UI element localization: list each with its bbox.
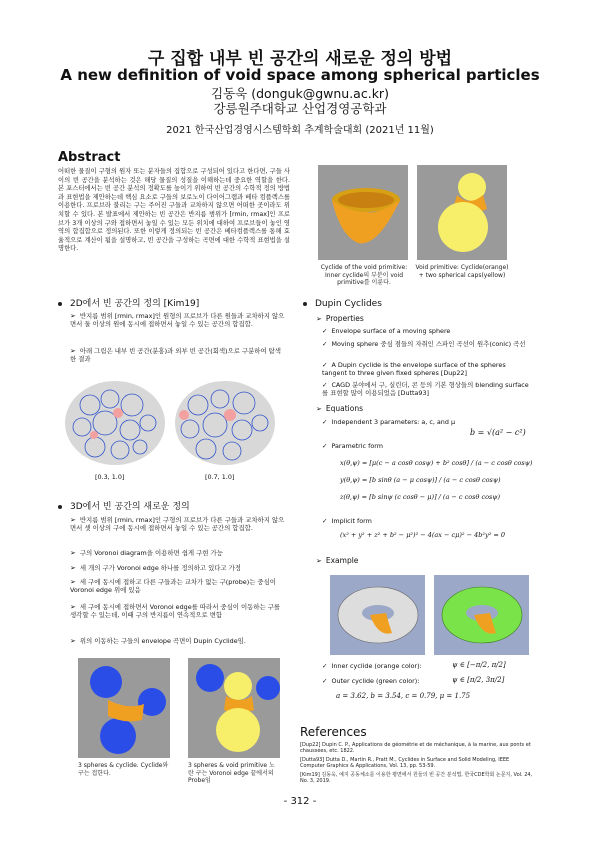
arrow-bullet-icon: ➢ — [70, 347, 76, 355]
arrow-bullet-icon: ➢ — [70, 603, 76, 611]
list-item: ✓ Implicit form — [322, 517, 372, 525]
void-primitive-figure — [417, 165, 507, 260]
example-heading: ➢ Example — [316, 556, 359, 565]
outer-cyclide-figure — [434, 575, 529, 655]
arrow-bullet-icon: ➢ — [316, 405, 322, 413]
check-icon: ✓ — [322, 517, 328, 525]
section-3d-heading: 3D에서 빈 공간의 새로운 정의 — [58, 499, 190, 512]
check-icon: ✓ — [322, 677, 328, 685]
page-number: - 312 - — [283, 796, 317, 807]
arrow-bullet-icon: ➢ — [70, 637, 76, 645]
void-primitive-shape-icon — [417, 165, 507, 260]
arrow-bullet-icon: ➢ — [70, 578, 76, 586]
outer-cyclide-row: ✓ Outer cyclide (green color): — [322, 677, 420, 685]
equation-b: b = √(a² − c²) — [470, 428, 526, 437]
arrow-bullet-icon: ➢ — [316, 557, 322, 565]
inner-cyclide-row: ✓ Inner cyclide (orange color): — [322, 662, 422, 670]
arrow-bullet-icon: ➢ — [70, 564, 76, 572]
check-icon: ✓ — [322, 381, 328, 389]
equation-y: y(θ,ψ) = [b sinθ (a − μ cosψ)] / (a − c cosθ cosψ) — [340, 476, 501, 484]
reference-item: [Kim19] 김동욱, 예지 공동체소를 이용한 평면에서 원들의 빈 공간 분석법, 한국CDE학회 논문지, Vol. 24, No. 3, 2019. — [300, 772, 533, 785]
list-item: ➢ 세 구에 동시에 접하고 다른 구들과는 교차가 없는 구(probe)는 중심이 Voronoi edge 위에 있음 — [70, 578, 276, 595]
properties-heading: ➢ Properties — [316, 314, 364, 323]
title-korean: 구 집합 내부 빈 공간의 새로운 정의 방법 — [147, 49, 453, 69]
spheres-cyclide-figure — [78, 658, 170, 758]
bullet-icon — [58, 302, 62, 306]
cyclide-parameters: a = 3.62, b = 3.54, c = 0.79, μ = 1.75 — [336, 692, 471, 700]
inner-cyclide-range: ψ ∈ [−π/2, π/2] — [452, 661, 506, 669]
arrow-bullet-icon: ➢ — [70, 312, 76, 320]
list-item: ➢ 위의 이동하는 구들의 envelope 곡면이 Dupin Cyclide임. — [70, 637, 246, 645]
list-item: ➢ 아래 그림은 내부 빈 공간(분홍)과 외부 빈 공간(회색)으로 구분하여 탐색한 결과 — [70, 347, 281, 364]
list-item: ➢ 반지름 범위 [rmin, rmax]인 구형의 프로브가 다른 구들과 교차하지 않으면서 셋 이상의 구에 동시에 접하면서 놓일 수 있는 공간의 합집합. — [70, 516, 285, 533]
check-icon: ✓ — [322, 327, 328, 335]
outer-cyclide-range: ψ ∈ [π/2, 3π/2] — [452, 676, 505, 684]
check-icon: ✓ — [322, 361, 328, 369]
spheres-cyclide-icon — [78, 658, 170, 758]
equation-implicit: (x² + y² + z² + b² − μ²)² − 4(ax − cμ)² − 4b²y² = 0 — [340, 531, 506, 539]
reference-item: [Dup22] Dupin C. P., Applications de géométrie et de méchanique, à la marine, aux ponts et chaussées, etc. 1822. — [300, 742, 531, 755]
arrow-bullet-icon: ➢ — [316, 315, 322, 323]
list-item: ✓ Independent 3 parameters: a, c, and μ — [322, 418, 456, 426]
author-block — [0, 86, 600, 116]
cyclide-figure — [318, 165, 408, 260]
spheres-void-icon — [188, 658, 280, 758]
caption-cyclide: Cyclide of the void primitive: Inner cyclide의 부분이 void primitive를 이룬다. — [320, 264, 408, 287]
abstract-body: 어떠한 물질이 구형의 원자 또는 분자들의 집합으로 구성되어 있다고 한다면, 구들 사이의 빈 공간을 분석하는 것은 해당 물질의 성질을 이해하는데 중요한 역할을 한다. 본 포스터에서는 빈 공간 분석의 정확도를 높이기 위하여 빈 공간의 수학적 정의 방법과 표현법을 제안하는데 핵심 요소로 구들의 보로노이 다이어그램과 베타 컴플렉스를 이용한다. 프로브라 불리는 구는 주어진 구들과 교차하지 않으면 어떠한 곳이라도 위치할 수 있다. 본 발표에서 제안하는 빈 공간은 반지름 범위가 [rmin, rmax]인 프로브가 3개 이상의 구와 접하면서 놓일 수 있는 모든 위치에 대하여 프로브들이 놓인 영역의 합집합으로 정의된다. 또한 이렇게 정의되는 빈 공간은 베타컴플렉스를 통해 효율적으로 계산이 됨을 설명하고, 빈 공간을 구성하는 곡면에 대한 수학적 표현법을 설명한다. — [58, 168, 290, 253]
2d-void-figure-left — [60, 375, 170, 470]
inner-cyclide-figure — [330, 575, 425, 655]
outer-cyclide-torus-icon — [434, 575, 529, 655]
section-2d-heading: 2D에서 빈 공간의 정의 [Kim19] — [58, 296, 199, 309]
author-name: 김동욱 (donguk@gwnu.ac.kr) — [211, 86, 389, 101]
figure-label-right: [0.7, 1.0] — [205, 473, 235, 481]
check-icon: ✓ — [322, 662, 328, 670]
list-item: ✓ Envelope surface of a moving sphere — [322, 327, 451, 335]
check-icon: ✓ — [322, 340, 328, 348]
equation-z: z(θ,ψ) = [b sinψ (c cosθ − μ)] / (a − c cosθ cosψ) — [340, 493, 501, 501]
equation-x: x(θ,ψ) = [μ(c − a cosθ cosψ) + b² cosθ] / (a − c cosθ cosψ) — [340, 459, 533, 467]
arrow-bullet-icon: ➢ — [70, 516, 76, 524]
spheres-void-figure — [188, 658, 280, 758]
2d-void-figure-right — [170, 375, 280, 470]
list-item: ✓ Parametric form — [322, 442, 383, 450]
conference-line: 2021 한국산업경영시스템학회 추계학술대회 (2021년 11월) — [166, 125, 434, 136]
author-affiliation: 강릉원주대학교 산업경영공학과 — [213, 101, 387, 116]
abstract-heading: Abstract — [58, 150, 121, 165]
caption-void-primitive: Void primitive: Cyclide(orange) + two spherical caps(yellow) — [415, 264, 509, 279]
list-item: ➢ 반지름 범위 [rmin, rmax]인 원형의 프로브가 다른 원들과 교차하지 않으면서 둘 이상의 원에 동시에 접하면서 놓일 수 있는 공간의 합집합. — [70, 312, 285, 329]
check-icon: ✓ — [322, 418, 328, 426]
list-item: ✓ Moving sphere 중심 점들의 자취인 스파인 곡선이 원추(conic) 곡선 — [322, 340, 526, 348]
equations-heading: ➢ Equations — [316, 404, 363, 413]
inner-cyclide-torus-icon — [330, 575, 425, 655]
references-heading: References — [300, 725, 367, 739]
list-item: ✓ A Dupin cyclide is the envelope surface of the spheres tangent to three given fixed spheres [Dup22] — [322, 361, 506, 378]
bullet-icon — [58, 505, 62, 509]
reference-item: [Dutta93] Dutta D., Martin R., Pratt M., Cyclides in Surface and Solid Modeling, IEEE Computer Graphics & Applications, Vol. 13, pp. 53-59. — [300, 757, 510, 770]
list-item: ✓ CAGD 분야에서 구, 실린더, 콘 등의 기본 형상들의 blending surface를 표현할 많이 이용되었음 [Dutta93] — [322, 381, 529, 398]
check-icon: ✓ — [322, 442, 328, 450]
figure-label-left: [0.3, 1.0] — [95, 473, 125, 481]
cyclide-shape-icon — [318, 165, 408, 260]
list-item: ➢ 구의 Voronoi diagram을 이용하면 쉽게 구현 가능 — [70, 549, 223, 557]
list-item: ➢ 세 구에 동시에 접하면서 Voronoi edge를 따라서 중심이 이동하는 구를 생각할 수 있는데, 이때 구의 반지름이 연속적으로 변함 — [70, 603, 281, 620]
title-english: A new definition of void space among spherical particles — [60, 66, 540, 84]
bullet-icon — [303, 302, 307, 306]
list-item: ➢ 세 개의 구가 Voronoi edge 하나를 정의하고 있다고 가정 — [70, 564, 241, 572]
arrow-bullet-icon: ➢ — [70, 549, 76, 557]
dupin-heading: Dupin Cyclides — [303, 299, 382, 309]
caption-spheres-void: 3 spheres & void primitive 노란 구는 Voronoi edge 끝에서의 Probe임 — [188, 762, 275, 785]
caption-spheres-cyclide: 3 spheres & cyclide. Cyclide와 구는 접한다. — [78, 762, 169, 777]
